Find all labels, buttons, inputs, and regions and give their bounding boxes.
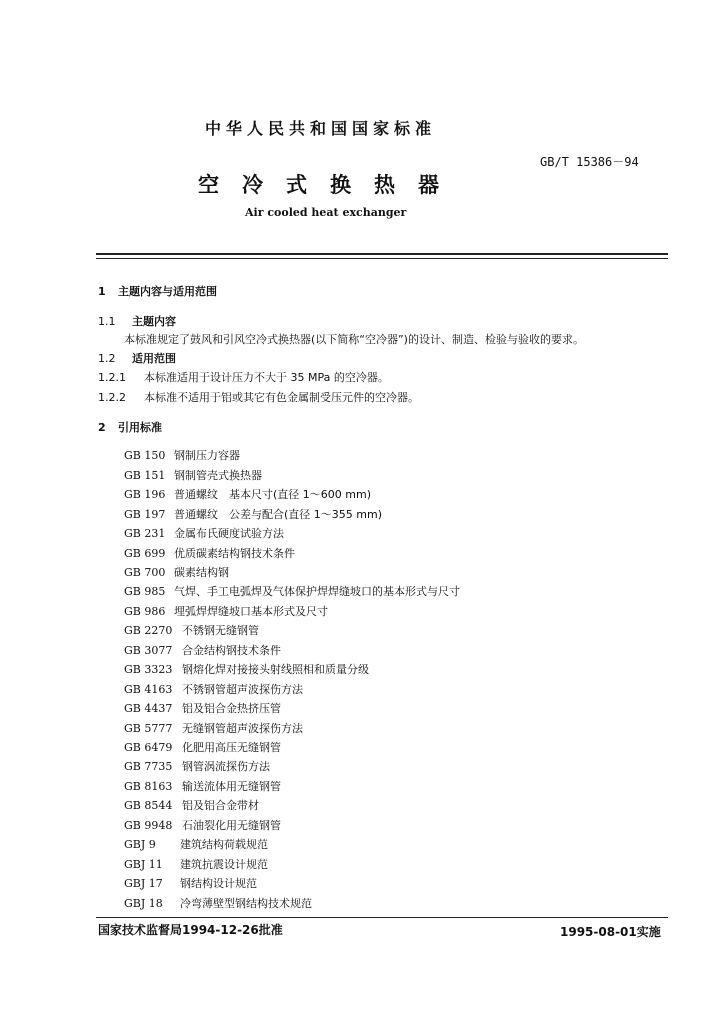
reference-item: GB 985 气焊、手工电弧焊及气体保护焊焊缝坡口的基本形式与尺寸: [124, 585, 460, 598]
section-heading: 2 引用标准: [98, 421, 162, 434]
title-char: 热: [374, 173, 395, 197]
reference-item: GB 700 碳素结构钢: [124, 566, 229, 579]
reference-item: GB 2270 不锈钢无缝钢管: [124, 624, 259, 637]
reference-item: GB 4163 不锈钢管超声波探伤方法: [124, 683, 303, 696]
reference-item: GB 6479 化肥用高压无缝钢管: [124, 741, 281, 754]
reference-item: GB 151 钢制管壳式换热器: [124, 469, 262, 482]
english-title: Air cooled heat exchanger: [245, 206, 407, 219]
reference-item: GBJ 9 建筑结构荷载规范: [124, 838, 268, 851]
reference-item: GB 5777 无缝钢管超声波探伤方法: [124, 722, 303, 735]
paragraph: 本标准规定了鼓风和引风空冷式换热器(以下简称“空冷器”)的设计、制造、检验与验收的要求。: [124, 333, 584, 346]
reference-item: GBJ 18 冷弯薄壁型钢结构技术规范: [124, 897, 312, 910]
reference-item: GB 699 优质碳素结构钢技术条件: [124, 547, 295, 560]
document-title: [198, 169, 462, 199]
reference-item: GB 8163 输送流体用无缝钢管: [124, 780, 281, 793]
issue-date: 国家技术监督局1994-12-26批准: [98, 923, 283, 937]
effective-date: 1995-08-01实施: [560, 925, 661, 939]
section-heading: 1.1 主题内容: [98, 315, 176, 328]
reference-item: GB 986 埋弧焊焊缝坡口基本形式及尺寸: [124, 605, 328, 618]
reference-item: GB 197 普通螺纹 公差与配合(直径 1～355 mm): [124, 508, 382, 521]
title-char: 式: [286, 173, 307, 197]
clause: 1.2.1 本标准适用于设计压力不大于 35 MPa 的空冷器。: [98, 371, 389, 384]
reference-item: GB 3323 钢熔化焊对接接头射线照相和质量分级: [124, 663, 369, 676]
section-heading: 1.2 适用范围: [98, 352, 176, 365]
title-char: 冷: [242, 173, 263, 197]
reference-item: GB 9948 石油裂化用无缝钢管: [124, 819, 281, 832]
reference-item: GBJ 11 建筑抗震设计规范: [124, 858, 268, 871]
title-char: 换: [330, 173, 351, 197]
title-char: 空: [198, 173, 219, 197]
reference-item: GB 7735 钢管涡流探伤方法: [124, 760, 270, 773]
section-heading: 1 主题内容与适用范围: [98, 285, 217, 298]
standard-code: GB/T 15386－94: [540, 155, 639, 169]
reference-item: GBJ 17 钢结构设计规范: [124, 877, 257, 890]
footer-rule: [96, 917, 668, 918]
header-rule-thin: [96, 258, 668, 259]
header-rule: [96, 253, 668, 255]
reference-item: GB 150 钢制压力容器: [124, 449, 240, 462]
reference-item: GB 231 金属布氏硬度试验方法: [124, 527, 284, 540]
title-char: 器: [418, 173, 439, 197]
clause: 1.2.2 本标准不适用于铝或其它有色金属制受压元件的空冷器。: [98, 391, 419, 404]
reference-item: GB 196 普通螺纹 基本尺寸(直径 1～600 mm): [124, 488, 372, 501]
reference-item: GB 4437 铝及铝合金热挤压管: [124, 702, 281, 715]
standard-org-title: 中华人民共和国国家标准: [205, 119, 437, 138]
reference-item: GB 3077 合金结构钢技术条件: [124, 644, 281, 657]
reference-item: GB 8544 铝及铝合金带材: [124, 799, 259, 812]
